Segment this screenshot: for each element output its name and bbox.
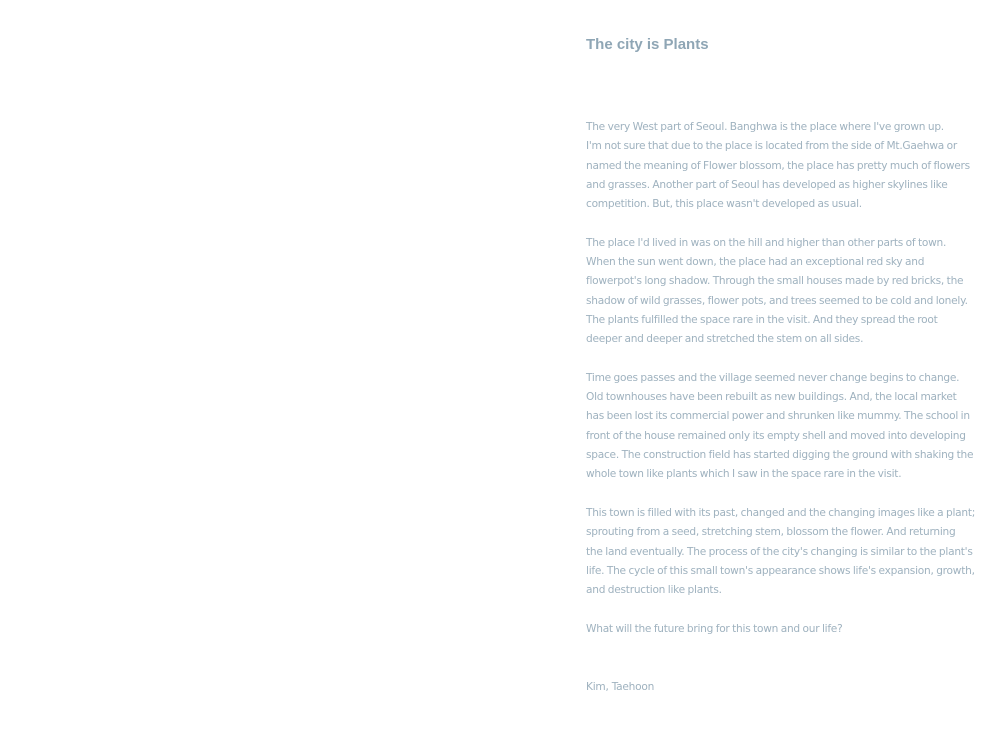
paragraph-line: life. The cycle of this small town's appearance shows life's expansion, growth, bbox=[586, 564, 975, 577]
paragraph-line: Time goes passes and the village seemed never change begins to change. bbox=[586, 371, 960, 384]
paragraph-line: deeper and deeper and stretched the stem on all sides. bbox=[586, 333, 864, 346]
paragraph-line: front of the house remained only its empty shell and moved into developing bbox=[586, 429, 966, 442]
paragraph-line: The place I'd lived in was on the hill and higher than other parts of town. bbox=[586, 236, 947, 249]
paragraph-line: has been lost its commercial power and shrunken like mummy. The school in bbox=[586, 410, 970, 423]
paragraph-line: Old townhouses have been rebuilt as new buildings. And, the local market bbox=[586, 391, 957, 404]
essay-paragraph-2 bbox=[586, 234, 966, 350]
paragraph-line: named the meaning of Flower blossom, the place has pretty much of flowers bbox=[586, 159, 970, 172]
essay-paragraph-4 bbox=[586, 504, 976, 600]
paragraph-line: shadow of wild grasses, flower pots, and trees seemed to be cold and lonely. bbox=[586, 294, 968, 307]
paragraph-line: and grasses. Another part of Seoul has developed as higher skylines like bbox=[586, 178, 948, 191]
paragraph-line: The very West part of Seoul. Banghwa is the place where I've grown up. bbox=[586, 121, 944, 133]
paragraph-line: whole town like plants which I saw in the space rare in the visit. bbox=[586, 468, 902, 481]
paragraph-line: When the sun went down, the place had an exceptional red sky and bbox=[586, 256, 925, 269]
paragraph-line: and destruction like plants. bbox=[586, 584, 722, 597]
paragraph-line: space. The construction field has started digging the ground with shaking the bbox=[586, 449, 974, 462]
paragraph-line: I'm not sure that due to the place is located from the side of Mt.Gaehwa or bbox=[586, 140, 957, 153]
paragraph-line: flowerpot's long shadow. Through the small houses made by red bricks, the bbox=[586, 275, 964, 288]
essay-paragraph-3 bbox=[586, 369, 974, 485]
essay-body bbox=[586, 118, 976, 697]
essay-title: The city is Plants bbox=[586, 36, 709, 53]
paragraph-line: the land eventually. The process of the city's changing is similar to the plant's bbox=[586, 545, 973, 558]
paragraph-line: competition. But, this place wasn't developed as usual. bbox=[586, 198, 862, 211]
essay-paragraph-1 bbox=[586, 118, 970, 214]
paragraph-line: This town is filled with its past, changed and the changing images like a plant; bbox=[586, 506, 976, 519]
essay-column bbox=[586, 34, 976, 697]
author-signature: Kim, Taehoon bbox=[586, 681, 655, 694]
paragraph-line: sprouting from a seed, stretching stem, blossom the flower. And returning bbox=[586, 526, 956, 539]
closing-question: What will the future bring for this town and our life? bbox=[586, 622, 843, 635]
paragraph-line: The plants fulfilled the space rare in the visit. And they spread the root bbox=[586, 313, 938, 326]
